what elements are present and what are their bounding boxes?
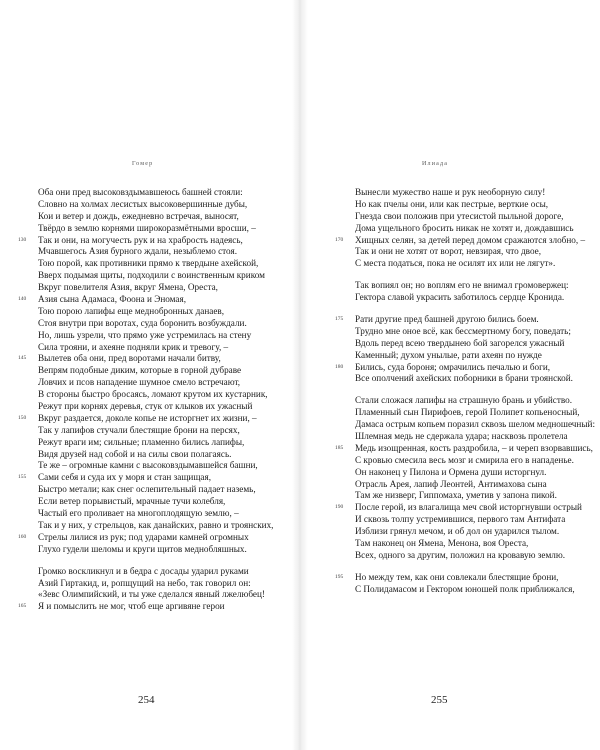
line-number: 165	[18, 603, 27, 610]
verse-line	[38, 330, 293, 342]
line-number: 130	[18, 236, 27, 243]
verse-line	[38, 544, 293, 556]
line-number: 180	[335, 363, 344, 370]
verse-line	[38, 365, 293, 377]
stanza-gap	[38, 556, 293, 566]
verse-line	[38, 425, 293, 437]
verse-line	[355, 187, 595, 199]
verse-line	[355, 292, 595, 304]
verse-text: Если ветер порывистый, мрачные тучи колебля,	[38, 496, 226, 507]
line-number: 150	[18, 414, 27, 421]
verse-text: Но между тем, как они совлекали блестящие брони,	[355, 571, 559, 582]
verse-line	[335, 502, 595, 514]
verse-text: Режут при корнях деревья, стук от клыков их ужасный	[38, 401, 253, 412]
verse-line	[38, 578, 293, 590]
verse-text: Так и они не хотят от ворот, невзирая, что двое,	[355, 246, 542, 257]
verse-text: Гнезда свои положив при утесистой пыльной дороге,	[355, 210, 564, 221]
verse-text: Словно на холмах лесистых высоковершинные дубы,	[38, 198, 248, 209]
verse-line	[38, 246, 293, 258]
verse-line	[38, 389, 293, 401]
verse-line	[38, 223, 293, 235]
verse-line	[38, 437, 293, 449]
verse-line	[38, 520, 293, 532]
verse-line	[38, 496, 293, 508]
verse-text: Вынесли мужество наше и рук необорную силу!	[355, 187, 546, 197]
verse-line	[335, 234, 595, 247]
verse-text: Стали сложася лапифы на страшную брань и убийство.	[355, 395, 573, 406]
verse-text: Но как пчелы они, или как пестрые, верткие осы,	[355, 198, 549, 209]
verse-text: Каменный; духом унылые, рати ахеян по нужде	[355, 349, 542, 360]
verse-line	[38, 306, 293, 318]
verse-text: Стоя внутри при воротах, суда боронить возбуждали.	[38, 317, 247, 328]
verse-line	[18, 234, 293, 247]
line-number: 145	[18, 355, 27, 362]
verse-line	[355, 246, 595, 258]
verse-text: Сами себя и суда их у моря и стан защищая,	[38, 472, 212, 483]
stanza-gap	[355, 385, 595, 395]
verse-line	[38, 589, 293, 601]
verse-line	[38, 187, 293, 199]
verse-text: Медь изощренная, кость раздробила, – и череп взорвавшись,	[355, 442, 593, 453]
stanza-gap	[355, 562, 595, 572]
folio-right: 255	[431, 694, 448, 706]
verse-text: Вкруг повелителя Азия, вкруг Ямена, Ореста,	[38, 282, 218, 293]
verse-line	[18, 294, 293, 306]
left-verse-block	[18, 187, 293, 613]
verse-line	[38, 211, 293, 223]
verse-line	[18, 472, 293, 484]
verse-text: Гектора славой украсить заботилось сердце Кронида.	[355, 292, 565, 303]
line-number: 155	[18, 474, 27, 481]
verse-line	[355, 514, 595, 526]
verse-line	[355, 584, 595, 596]
line-number: 170	[335, 236, 344, 243]
verse-text: Тою порой, как противники прямо к твердыне ахейской,	[38, 258, 259, 269]
verse-text: «Зевс Олимпийский, и ты уже сделался явный лжелюбец!	[38, 589, 265, 600]
verse-line	[355, 350, 595, 362]
verse-text: Вылетев оба они, пред воротами начали битву,	[38, 353, 221, 364]
verse-line	[355, 223, 595, 235]
verse-line	[38, 282, 293, 294]
verse-line	[38, 258, 293, 270]
verse-line	[355, 455, 595, 467]
verse-line	[38, 318, 293, 330]
right-page	[300, 0, 600, 750]
verse-line	[355, 258, 595, 270]
verse-text: Дамаса острым копьем поразил сквозь шелом медношечный:	[355, 419, 595, 430]
verse-line	[355, 211, 595, 223]
verse-text: Видя друзей над собой и на силы свои полагаясь.	[38, 448, 232, 459]
right-verse-block	[335, 187, 595, 596]
verse-text: Трудно мне оное всё, как бессмертному богу, поведать;	[355, 325, 571, 336]
verse-text: После герой, из влагалища меч свой исторгнувши острый	[355, 502, 582, 513]
verse-text: Но, лишь узрели, что прямо уже устремилась на стену	[38, 329, 252, 340]
verse-line	[355, 538, 595, 550]
verse-text: Пламенный сын Пирифоев, герой Полипет копьеносный,	[355, 407, 580, 418]
verse-text: Громко воскликнул и в бедра с досады ударил руками	[38, 565, 249, 576]
verse-text: Тою порою лапифы еще меднобронных данаев,	[38, 305, 225, 316]
verse-text: Я и помыслить не мог, чтоб еще аргивяне герои	[38, 601, 225, 612]
verse-line	[355, 550, 595, 562]
verse-text: И сквозь толпу устремившися, первого там Антифата	[355, 514, 566, 525]
verse-text: Вкруг раздается, доколе копье не исторгнет их жизни, –	[38, 412, 257, 423]
verse-line	[335, 571, 595, 584]
verse-line	[355, 395, 595, 407]
verse-text: Те же – огромные камни с высоковздымавшейся башни,	[38, 460, 258, 471]
verse-text: Изблизи грянул мечом, и об дол он ударился тылом.	[355, 526, 560, 537]
verse-line	[355, 407, 595, 419]
verse-line	[38, 342, 293, 354]
verse-line	[355, 526, 595, 538]
running-head-left: Гомер	[132, 161, 154, 167]
verse-line	[355, 338, 595, 350]
verse-text: Стрелы лилися из рук; под ударами камней огромных	[38, 531, 249, 542]
verse-text: Быстро метали; как снег ослепительный падает наземь,	[38, 484, 256, 495]
verse-text: Так и они, на могучесть рук и на храбрость надеясь,	[38, 234, 243, 245]
verse-line	[38, 484, 293, 496]
verse-line	[355, 280, 595, 292]
verse-text: Бились, суда бороня; омрачились печалью и боги,	[355, 361, 551, 372]
stanza-gap	[355, 304, 595, 314]
verse-line	[355, 490, 595, 502]
verse-text: Вдоль перед всею твердынею бой загорелся ужасный	[355, 337, 565, 348]
verse-text: Вепрям подобные диким, которые в горной дубраве	[38, 365, 242, 376]
verse-line	[18, 353, 293, 365]
verse-text: Так вопиял он; но воплям его не внимал громовержец:	[355, 280, 569, 291]
verse-line	[335, 314, 595, 326]
verse-text: Кои и ветер и дождь, ежедневно встречая, выносят,	[38, 210, 239, 221]
verse-text: С Полидамасом и Гектором юношей полк приближался,	[355, 583, 575, 594]
verse-line	[18, 531, 293, 544]
verse-line	[38, 460, 293, 472]
verse-line	[355, 373, 595, 385]
verse-line	[355, 479, 595, 491]
verse-text: Дома ущельного бросить никак не хотят и, дождавшись	[355, 222, 574, 233]
verse-text: Оба они пред высоковздымавшеюсь башней стояли:	[38, 187, 243, 197]
verse-line	[355, 467, 595, 479]
verse-line	[38, 566, 293, 578]
verse-line	[38, 270, 293, 282]
verse-text: Шлемная медь не сдержала удара; насквозь пролетела	[355, 431, 568, 442]
line-number: 140	[18, 296, 27, 303]
verse-text: Глухо гудели шеломы и круги щитов меднобляшных.	[38, 543, 247, 554]
verse-text: Азия сына Адамаса, Фоона и Эномая,	[38, 294, 187, 305]
verse-line	[38, 508, 293, 520]
verse-text: Там наконец он Ямена, Менона, воя Ореста,	[355, 538, 529, 549]
verse-line	[355, 326, 595, 338]
verse-line	[38, 449, 293, 461]
verse-text: Хищных селян, за детей перед домом сражаются злобно, –	[355, 234, 586, 245]
verse-text: Вверх подымая щиты, подходили с воинственным криком	[38, 270, 265, 281]
line-number: 160	[18, 533, 27, 540]
verse-line	[38, 377, 293, 389]
verse-text: В стороны быстро бросаясь, ломают крутом их кустарник,	[38, 389, 268, 400]
verse-text: Ловчих и псов нападение шумное смело встречают,	[38, 377, 241, 388]
stanza-gap	[355, 270, 595, 280]
verse-line	[335, 361, 595, 374]
verse-line	[355, 419, 595, 431]
folio-left: 254	[138, 694, 155, 706]
book-gutter	[292, 0, 308, 750]
verse-text: Частый его проливает на многоплодящую землю, –	[38, 508, 239, 519]
verse-text: Сила трояни, и ахеяне подняли крик и тревогу, –	[38, 341, 229, 352]
line-number: 195	[335, 573, 344, 580]
verse-line	[38, 199, 293, 211]
verse-text: Всех, одного за другим, положил на кровавую землю.	[355, 549, 566, 560]
verse-text: Отрасль Арея, лапиф Леонтей, Антимахова сына	[355, 478, 547, 489]
verse-text: Мчавшегось Азия бурного ждали, незыблемо стоя.	[38, 246, 238, 257]
verse-line	[335, 442, 595, 455]
line-number: 185	[335, 444, 344, 451]
verse-text: Он наконец у Пилона и Ормена души исторгнул.	[355, 466, 547, 477]
verse-text: Все ополчений ахейских поборники в брани троянской.	[355, 373, 573, 384]
verse-text: Рати другие пред башней другою бились боем.	[355, 314, 539, 325]
verse-text: Так и у них, у стрельцов, как данайских, равно и троянских,	[38, 519, 274, 530]
verse-line	[18, 601, 293, 613]
verse-text: Азий Гиртакид, и, ропщущий на небо, так говорил он:	[38, 577, 251, 588]
verse-text: Режут враги им; сильные; пламенно бились лапифы,	[38, 436, 245, 447]
verse-text: Твёрдо в землю корнями широкоразмётными вросши, –	[38, 222, 256, 233]
verse-line	[18, 412, 293, 425]
verse-text: С кровью смесила весь мозг и смирила его в нападенье.	[355, 454, 574, 465]
line-number: 190	[335, 504, 344, 511]
verse-line	[355, 199, 595, 211]
running-head-right: Илиада	[422, 161, 449, 167]
verse-text: С места податься, пока не осилят их или не лягут».	[355, 258, 556, 269]
verse-text: Там же низверг, Гиппомаха, уметив у запона пикой.	[355, 490, 557, 501]
verse-line	[38, 401, 293, 413]
verse-line	[355, 431, 595, 443]
verse-text: Так у лапифов стучали блестящие брони на персях,	[38, 424, 240, 435]
line-number: 175	[335, 316, 344, 323]
